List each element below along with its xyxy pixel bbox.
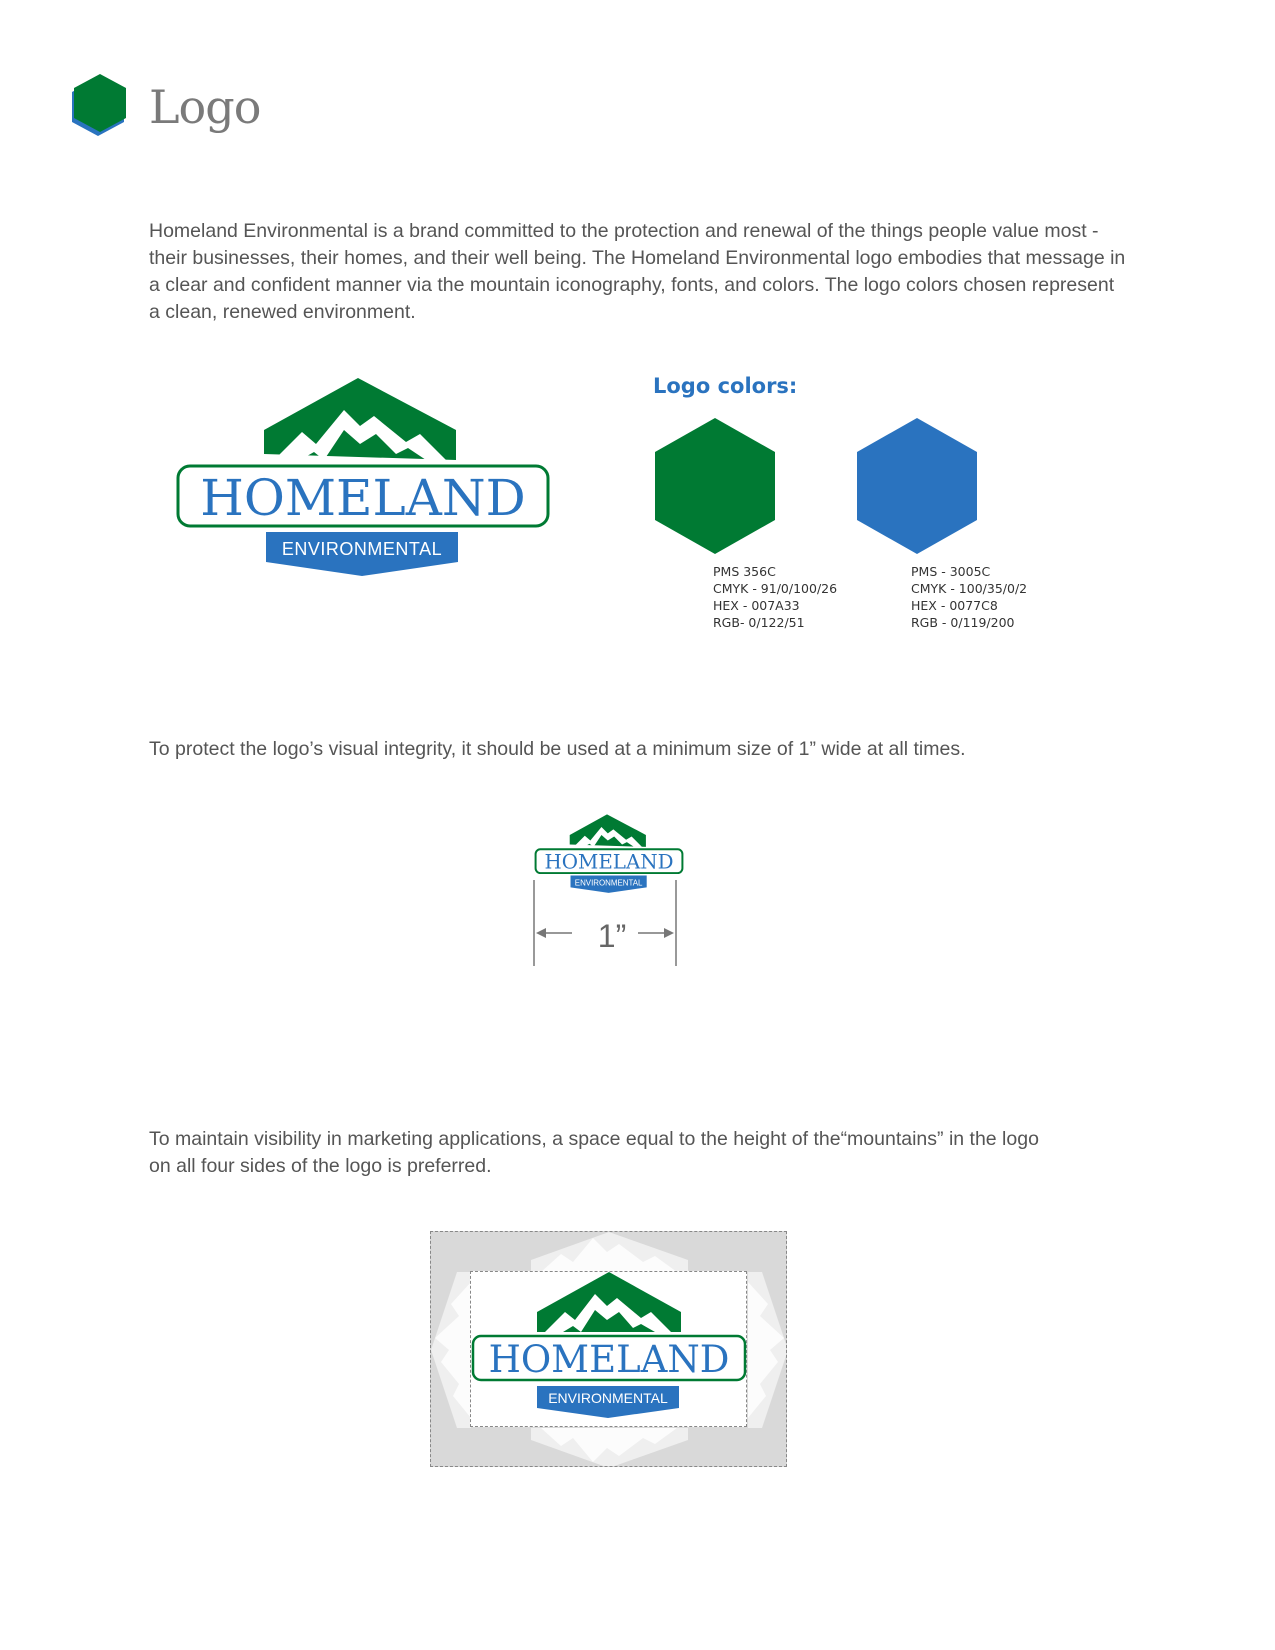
blue-rgb: RGB - 0/119/200 — [911, 615, 1015, 630]
small-logo-tagline: ENVIRONMENTAL — [574, 878, 643, 888]
header-hexagon-icon — [70, 72, 130, 136]
clear-space-paragraph: To maintain visibility in marketing applications, a space equal to the height of the“mountains” in the logo on all four sides of the logo is preferred. — [149, 1128, 1039, 1177]
logo-colors-title: Logo colors: — [653, 374, 798, 398]
clear-logo-name: HOMELAND — [488, 1338, 730, 1381]
blue-hex: HEX - 0077C8 — [911, 598, 998, 613]
blue-color-specs — [911, 563, 1027, 631]
green-rgb: RGB- 0/122/51 — [713, 615, 805, 630]
green-color-swatch — [653, 416, 777, 556]
green-color-specs — [713, 563, 837, 631]
intro-paragraph: Homeland Environmental is a brand committed to the protection and renewal of the things people value most - their businesses, their homes, and their well being. The Homeland Environmental logo embodies that message in a clear and confident manner via the mountain iconography, fonts, and colors. The logo colors chosen represent a clean, renewed environment. — [149, 220, 1126, 323]
green-hex: HEX - 007A33 — [713, 598, 800, 613]
right-spacing-mountains — [748, 1272, 787, 1428]
homeland-logo — [174, 378, 552, 588]
green-pms: PMS 356C — [713, 564, 776, 579]
logo-tagline-text: ENVIRONMENTAL — [281, 539, 443, 559]
min-size-paragraph: To protect the logo’s visual integrity, it should be used at a minimum size of 1” wide at all times. — [149, 738, 966, 760]
min-size-diagram — [532, 814, 692, 974]
blue-cmyk: CMYK - 100/35/0/2 — [911, 581, 1028, 596]
clear-space-homeland-logo — [471, 1272, 748, 1428]
green-cmyk: CMYK - 91/0/100/26 — [713, 581, 838, 596]
blue-pms: PMS - 3005C — [911, 564, 991, 579]
dimension-label: 1” — [597, 918, 627, 954]
bottom-spacing-mountains — [531, 1428, 688, 1467]
clear-space-diagram — [430, 1231, 787, 1467]
logo-bounding-box — [470, 1271, 747, 1427]
small-logo-name: HOMELAND — [544, 850, 674, 874]
logo-name-text: HOMELAND — [200, 469, 526, 527]
left-spacing-mountains — [431, 1272, 471, 1428]
blue-color-swatch — [855, 416, 979, 556]
clear-logo-tagline: ENVIRONMENTAL — [548, 1390, 668, 1406]
top-spacing-mountains — [531, 1232, 688, 1272]
page-title: Logo — [149, 80, 261, 134]
